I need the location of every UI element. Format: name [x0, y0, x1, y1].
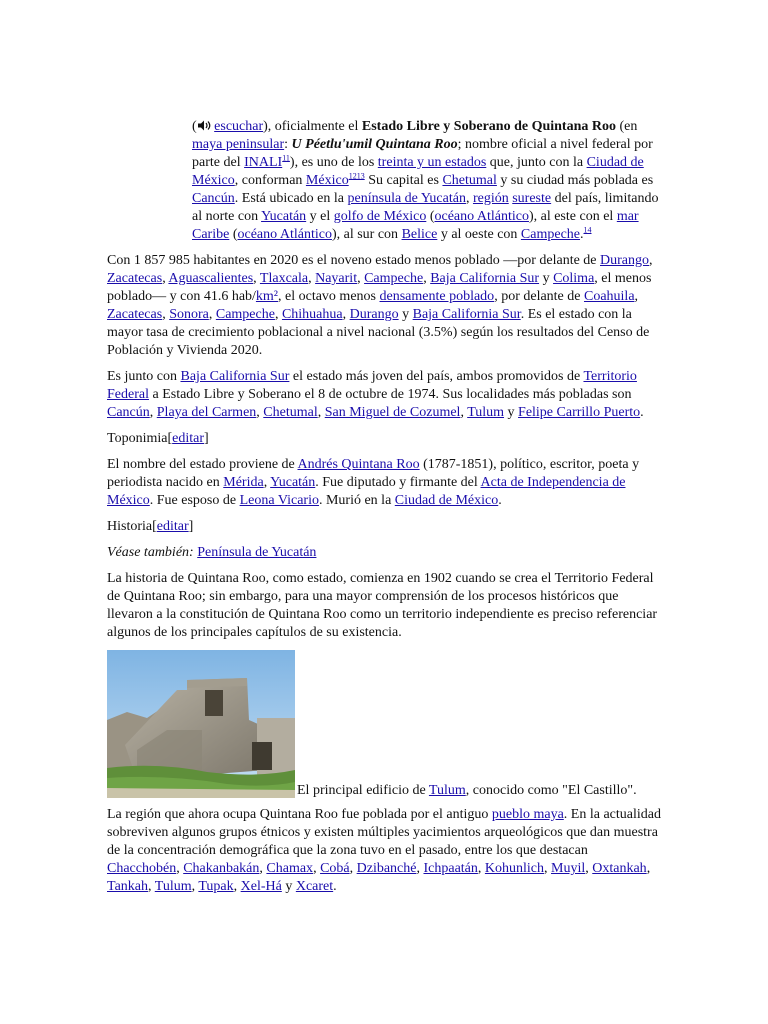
cancun-link[interactable]: Cancún	[192, 191, 235, 206]
speaker-icon[interactable]	[197, 120, 211, 131]
state-link[interactable]: Tlaxcala	[259, 271, 309, 286]
state-link[interactable]: Baja California Sur	[180, 369, 290, 384]
state-link[interactable]: Aguascalientes	[168, 271, 254, 286]
golfo-link[interactable]: golfo de México	[333, 209, 427, 224]
see-also: Véase también: Península de Yucatán	[107, 545, 317, 560]
km2-link[interactable]: km²	[255, 289, 279, 304]
peninsula-link[interactable]: península de Yucatán	[347, 191, 466, 206]
yucatan-link[interactable]: Yucatán	[270, 475, 316, 490]
state-link[interactable]: Durango	[600, 253, 650, 268]
state-link[interactable]: Campeche	[364, 271, 424, 286]
city-link[interactable]: Tulum	[467, 405, 505, 420]
atlantico-link[interactable]: océano Atlántico	[237, 227, 332, 242]
city-link[interactable]: Cancún	[107, 405, 150, 420]
official-name: Estado Libre y Soberano de Quintana Roo	[361, 119, 616, 134]
intro-paragraph: ( escuchar), oficialmente el Estado Libre y Soberano de Quintana Roo (en maya peninsular: U Péetlu'umil Quintana Roo; nombre oficial a nivel federal por parte del INALI$^{11}$), es uno de los treinta y un estados que, junto con la Ciudad de México, conforman México$^{1213}$ Su capital es Chetumal y su ciudad más poblada es Cancún. Está ubicado en la península de Yucatán, región sureste del país, limitando al norte con Yucatán y el golfo de México (océano Atlántico), al este con el mar Caribe (océano Atlántico), al sur con Belice y al oeste con Campeche.$^{14}$	[192, 119, 659, 242]
reference-link[interactable]: 14	[583, 225, 592, 235]
pueblo-maya-link[interactable]: pueblo maya	[491, 807, 564, 822]
site-link[interactable]: Dzibanché	[356, 861, 417, 876]
site-link[interactable]: Tulum	[154, 879, 192, 894]
site-link[interactable]: Tankah	[107, 879, 149, 894]
historia-heading: Historia[editar]	[107, 519, 194, 534]
campeche-link[interactable]: Campeche	[520, 227, 581, 242]
city-link[interactable]: Playa del Carmen	[156, 405, 257, 420]
state-link[interactable]: Chihuahua	[281, 307, 343, 322]
maya-paragraph: La región que ahora ocupa Quintana Roo fue poblada por el antiguo pueblo maya. En la actualidad sobreviven algunos grupos étnicos y existen múltiples yacimientos arqueológicos que dan muestra de la concentración demográfica que la zona tuvo en el pasado, entre los que destacan Chacchobén, Chakanbakán, Chamax, Cobá, Dzibanché, Ichpaatán, Kohunlich, Muyil, Oxtankah, Tankah, Tulum, Tupak, Xel-Há y Xcaret.	[107, 807, 661, 894]
belice-link[interactable]: Belice	[401, 227, 438, 242]
site-link[interactable]: Ichpaatán	[423, 861, 478, 876]
andres-link[interactable]: Andrés Quintana Roo	[297, 457, 420, 472]
state-link[interactable]: Baja California Sur	[430, 271, 540, 286]
cdmx-link[interactable]: Ciudad de México	[192, 155, 644, 188]
tulum-figure	[107, 650, 663, 798]
site-link[interactable]: Chamax	[266, 861, 314, 876]
state-link[interactable]: Nayarit	[315, 271, 358, 286]
reference-link[interactable]: 11	[282, 153, 290, 163]
state-link[interactable]: Campeche	[215, 307, 275, 322]
tulum-link[interactable]: Tulum	[428, 783, 466, 798]
tulum-castillo-photo	[107, 650, 295, 798]
site-link[interactable]: Cobá	[320, 861, 350, 876]
state-link[interactable]: Baja California Sur	[412, 307, 521, 322]
edit-link[interactable]: editar	[172, 431, 205, 446]
city-link[interactable]: San Miguel de Cozumel	[324, 405, 461, 420]
site-link[interactable]: Tupak	[198, 879, 234, 894]
inali-link[interactable]: INALI	[244, 155, 283, 170]
maya-name: U Péetlu'umil Quintana Roo	[291, 137, 458, 152]
site-link[interactable]: Chacchobén	[107, 861, 177, 876]
mexico-link[interactable]: México	[305, 173, 349, 188]
state-link[interactable]: Durango	[349, 307, 399, 322]
state-link[interactable]: Zacatecas	[107, 307, 163, 322]
city-link[interactable]: Felipe Carrillo Puerto	[518, 405, 641, 420]
population-paragraph: Con 1 857 985 habitantes en 2020 es el noveno estado menos poblado —por delante de Durango, Zacatecas, Aguascalientes, Tlaxcala, Nayarit, Campeche, Baja California Sur y Colima, el menos poblado— y con 41.6 hab/km², el octavo menos densamente poblado, por delante de Coahuila, Zacatecas, Sonora, Campeche, Chihuahua, Durango y Baja California Sur. Es el estado con la mayor tasa de crecimiento poblacional a nivel nacional (3.5%) según los resultados del Censo de Población y Vivienda 2020.	[107, 253, 653, 358]
toponimia-heading: Toponimia[editar]	[107, 431, 209, 446]
merida-link[interactable]: Mérida	[223, 475, 264, 490]
caribe-link[interactable]: mar Caribe	[192, 209, 639, 242]
density-link[interactable]: densamente poblado	[379, 289, 495, 304]
site-link[interactable]: Xcaret	[295, 879, 334, 894]
state-link[interactable]: Zacatecas	[107, 271, 163, 286]
states-link[interactable]: treinta y un estados	[377, 155, 487, 170]
site-link[interactable]: Muyil	[551, 861, 586, 876]
edit-link[interactable]: editar	[156, 519, 189, 534]
yucatan-link[interactable]: Yucatán	[261, 209, 307, 224]
toponimia-paragraph: El nombre del estado proviene de Andrés Quintana Roo (1787-1851), político, escritor, poeta y periodista nacido en Mérida, Yucatán. Fue diputado y firmante del Acta de Independencia de México. Fue esposo de Leona Vicario. Murió en la Ciudad de México.	[107, 457, 640, 508]
atlantico-link[interactable]: océano Atlántico	[434, 209, 529, 224]
territorio-link[interactable]: Territorio Federal	[107, 369, 637, 402]
reference-link[interactable]: 1213	[348, 171, 365, 181]
city-link[interactable]: Chetumal	[263, 405, 318, 420]
state-link[interactable]: Colima	[553, 271, 595, 286]
maya-peninsular-link[interactable]: maya peninsular	[192, 137, 285, 152]
state-link[interactable]: Sonora	[169, 307, 209, 322]
young-state-paragraph: Es junto con Baja California Sur el estado más joven del país, ambos promovidos de Territorio Federal a Estado Libre y Soberano el 8 de octubre de 1974. Sus localidades más pobladas son Cancún, Playa del Carmen, Chetumal, San Miguel de Cozumel, Tulum y Felipe Carrillo Puerto.	[107, 369, 644, 420]
chetumal-link[interactable]: Chetumal	[442, 173, 497, 188]
site-link[interactable]: Kohunlich	[484, 861, 545, 876]
cdmx-link[interactable]: Ciudad de México	[394, 493, 499, 508]
article-body	[107, 118, 663, 904]
listen-link[interactable]: escuchar	[214, 119, 264, 134]
site-link[interactable]: Oxtankah	[592, 861, 647, 876]
leona-link[interactable]: Leona Vicario	[239, 493, 319, 508]
region-link[interactable]: región	[472, 191, 509, 206]
state-link[interactable]: Coahuila	[583, 289, 635, 304]
see-also-link[interactable]: Península de Yucatán	[197, 545, 317, 560]
sureste-link[interactable]: sureste	[512, 191, 552, 206]
site-link[interactable]: Chakanbakán	[183, 861, 260, 876]
acta-link[interactable]: Acta de Independencia de México	[107, 475, 626, 508]
site-link[interactable]: Xel-Há	[240, 879, 282, 894]
historia-paragraph: La historia de Quintana Roo, como estado, comienza en 1902 cuando se crea el Territorio Federal de Quintana Roo; sin embargo, para una mayor comprensión de los procesos históricos que llevaron a la constitución de Quintana Roo como un territorio independiente es preciso referenciar algunos de los principales capítulos de su existencia.	[107, 571, 658, 640]
photo-caption: El principal edificio de Tulum, conocido como "El Castillo".	[297, 783, 637, 798]
